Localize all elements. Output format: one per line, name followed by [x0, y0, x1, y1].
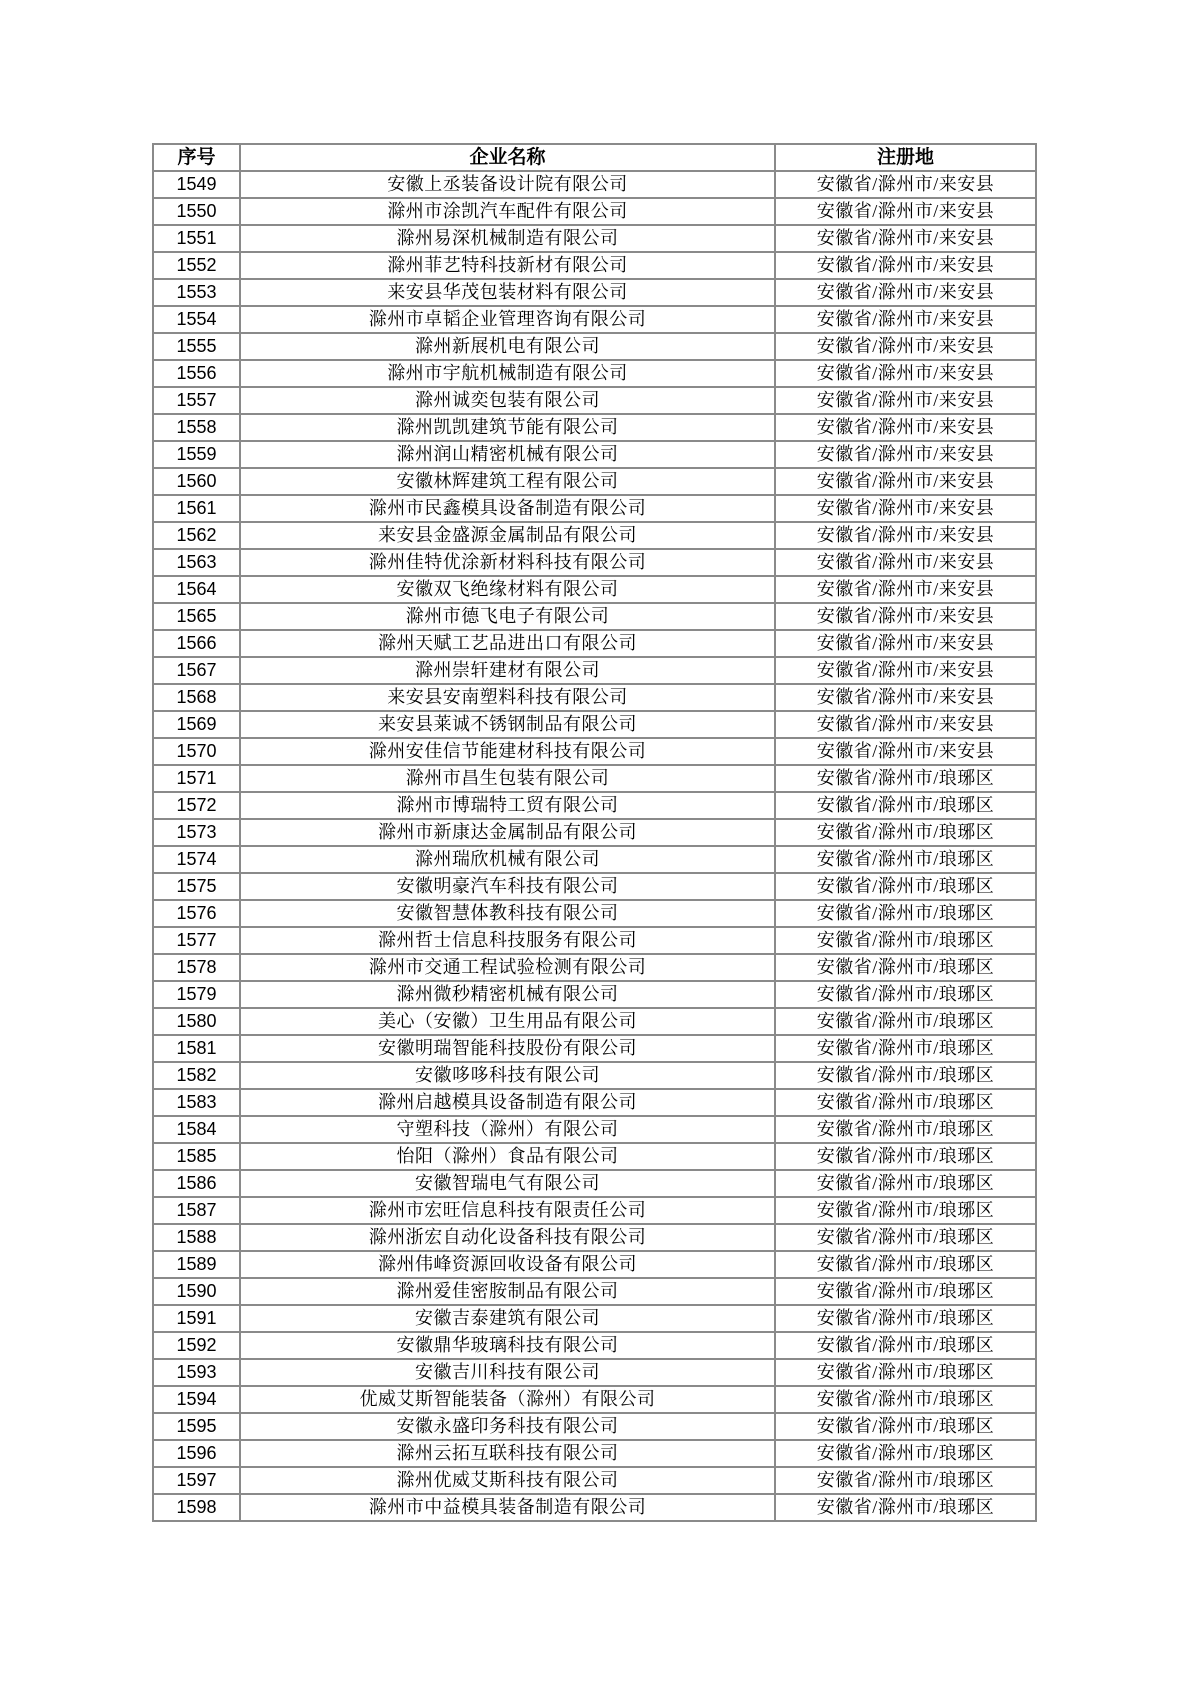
serial-number-cell: 1589: [153, 1251, 240, 1278]
serial-number-cell: 1552: [153, 252, 240, 279]
table-row: [153, 738, 1036, 765]
table-row: [153, 225, 1036, 252]
registered-location-cell: 安徽省/滁州市/来安县: [775, 414, 1036, 441]
serial-number-cell: 1569: [153, 711, 240, 738]
table-row: [153, 846, 1036, 873]
serial-number-cell: 1551: [153, 225, 240, 252]
table-row: [153, 765, 1036, 792]
enterprise-name-cell: 滁州市德飞电子有限公司: [240, 603, 775, 630]
table-row: [153, 1116, 1036, 1143]
table-row: [153, 1062, 1036, 1089]
table-row: [153, 171, 1036, 198]
table-header-row: [153, 144, 1036, 171]
table-row: [153, 468, 1036, 495]
enterprise-name-cell: 滁州新展机电有限公司: [240, 333, 775, 360]
registered-location-cell: 安徽省/滁州市/琅琊区: [775, 792, 1036, 819]
enterprise-name-cell: 安徽智瑞电气有限公司: [240, 1170, 775, 1197]
serial-number-cell: 1554: [153, 306, 240, 333]
enterprise-name-cell: 滁州市博瑞特工贸有限公司: [240, 792, 775, 819]
registered-location-cell: 安徽省/滁州市/琅琊区: [775, 1170, 1036, 1197]
enterprise-name-cell: 滁州凯凯建筑节能有限公司: [240, 414, 775, 441]
table-row: [153, 1413, 1036, 1440]
registered-location-cell: 安徽省/滁州市/琅琊区: [775, 1062, 1036, 1089]
table-row: [153, 279, 1036, 306]
table-row: [153, 495, 1036, 522]
table-row: [153, 1224, 1036, 1251]
enterprise-name-cell: 滁州云拓互联科技有限公司: [240, 1440, 775, 1467]
serial-number-cell: 1555: [153, 333, 240, 360]
registered-location-cell: 安徽省/滁州市/来安县: [775, 279, 1036, 306]
serial-number-cell: 1596: [153, 1440, 240, 1467]
serial-number-cell: 1591: [153, 1305, 240, 1332]
enterprise-name-cell: 滁州市宏旺信息科技有限责任公司: [240, 1197, 775, 1224]
enterprise-name-cell: 滁州市新康达金属制品有限公司: [240, 819, 775, 846]
table-row: [153, 1278, 1036, 1305]
serial-number-cell: 1561: [153, 495, 240, 522]
serial-number-cell: 1581: [153, 1035, 240, 1062]
table-row: [153, 927, 1036, 954]
registered-location-cell: 安徽省/滁州市/琅琊区: [775, 846, 1036, 873]
table-row: [153, 198, 1036, 225]
registered-location-cell: 安徽省/滁州市/来安县: [775, 198, 1036, 225]
registered-location-cell: 安徽省/滁州市/琅琊区: [775, 981, 1036, 1008]
enterprise-name-cell: 来安县金盛源金属制品有限公司: [240, 522, 775, 549]
registered-location-cell: 安徽省/滁州市/琅琊区: [775, 1251, 1036, 1278]
header-registered-location: 注册地: [775, 144, 1036, 171]
serial-number-cell: 1550: [153, 198, 240, 225]
table-row: [153, 1170, 1036, 1197]
serial-number-cell: 1597: [153, 1467, 240, 1494]
enterprise-name-cell: 滁州天赋工艺品进出口有限公司: [240, 630, 775, 657]
table-row: [153, 1089, 1036, 1116]
enterprise-name-cell: 滁州哲士信息科技服务有限公司: [240, 927, 775, 954]
table-row: [153, 1386, 1036, 1413]
registered-location-cell: 安徽省/滁州市/来安县: [775, 522, 1036, 549]
registered-location-cell: 安徽省/滁州市/来安县: [775, 306, 1036, 333]
table-row: [153, 549, 1036, 576]
serial-number-cell: 1567: [153, 657, 240, 684]
serial-number-cell: 1598: [153, 1494, 240, 1521]
table-row: [153, 981, 1036, 1008]
enterprise-name-cell: 滁州易深机械制造有限公司: [240, 225, 775, 252]
serial-number-cell: 1595: [153, 1413, 240, 1440]
registered-location-cell: 安徽省/滁州市/琅琊区: [775, 1116, 1036, 1143]
enterprise-name-cell: 美心（安徽）卫生用品有限公司: [240, 1008, 775, 1035]
table-row: [153, 1467, 1036, 1494]
enterprise-name-cell: 滁州崇轩建材有限公司: [240, 657, 775, 684]
registered-location-cell: 安徽省/滁州市/来安县: [775, 576, 1036, 603]
table-row: [153, 1035, 1036, 1062]
registered-location-cell: 安徽省/滁州市/琅琊区: [775, 1467, 1036, 1494]
table-row: [153, 819, 1036, 846]
table-row: [153, 711, 1036, 738]
enterprise-name-cell: 滁州瑞欣机械有限公司: [240, 846, 775, 873]
registered-location-cell: 安徽省/滁州市/琅琊区: [775, 1359, 1036, 1386]
serial-number-cell: 1568: [153, 684, 240, 711]
serial-number-cell: 1560: [153, 468, 240, 495]
enterprise-name-cell: 滁州启越模具设备制造有限公司: [240, 1089, 775, 1116]
registered-location-cell: 安徽省/滁州市/来安县: [775, 468, 1036, 495]
registered-location-cell: 安徽省/滁州市/来安县: [775, 495, 1036, 522]
header-enterprise-name: 企业名称: [240, 144, 775, 171]
enterprise-name-cell: 滁州市涂凯汽车配件有限公司: [240, 198, 775, 225]
serial-number-cell: 1588: [153, 1224, 240, 1251]
table-row: [153, 657, 1036, 684]
enterprise-name-cell: 滁州市交通工程试验检测有限公司: [240, 954, 775, 981]
registered-location-cell: 安徽省/滁州市/来安县: [775, 657, 1036, 684]
enterprise-name-cell: 滁州市宇航机械制造有限公司: [240, 360, 775, 387]
table-row: [153, 1305, 1036, 1332]
serial-number-cell: 1564: [153, 576, 240, 603]
enterprise-name-cell: 滁州市昌生包装有限公司: [240, 765, 775, 792]
registered-location-cell: 安徽省/滁州市/来安县: [775, 225, 1036, 252]
enterprise-name-cell: 安徽吉川科技有限公司: [240, 1359, 775, 1386]
enterprise-name-cell: 安徽林辉建筑工程有限公司: [240, 468, 775, 495]
serial-number-cell: 1573: [153, 819, 240, 846]
serial-number-cell: 1556: [153, 360, 240, 387]
enterprise-name-cell: 安徽哆哆科技有限公司: [240, 1062, 775, 1089]
serial-number-cell: 1565: [153, 603, 240, 630]
serial-number-cell: 1582: [153, 1062, 240, 1089]
table-row: [153, 603, 1036, 630]
serial-number-cell: 1576: [153, 900, 240, 927]
registered-location-cell: 安徽省/滁州市/琅琊区: [775, 1008, 1036, 1035]
registered-location-cell: 安徽省/滁州市/琅琊区: [775, 819, 1036, 846]
enterprise-name-cell: 安徽智慧体教科技有限公司: [240, 900, 775, 927]
registered-location-cell: 安徽省/滁州市/琅琊区: [775, 1197, 1036, 1224]
registered-location-cell: 安徽省/滁州市/琅琊区: [775, 1089, 1036, 1116]
serial-number-cell: 1594: [153, 1386, 240, 1413]
header-serial-number: 序号: [153, 144, 240, 171]
enterprise-name-cell: 来安县华茂包装材料有限公司: [240, 279, 775, 306]
serial-number-cell: 1574: [153, 846, 240, 873]
table-row: [153, 387, 1036, 414]
registered-location-cell: 安徽省/滁州市/琅琊区: [775, 1143, 1036, 1170]
table-row: [153, 522, 1036, 549]
registered-location-cell: 安徽省/滁州市/琅琊区: [775, 765, 1036, 792]
table-row: [153, 1494, 1036, 1521]
table-row: [153, 954, 1036, 981]
table-row: [153, 360, 1036, 387]
registered-location-cell: 安徽省/滁州市/琅琊区: [775, 1494, 1036, 1521]
serial-number-cell: 1583: [153, 1089, 240, 1116]
enterprise-name-cell: 滁州安佳信节能建材科技有限公司: [240, 738, 775, 765]
enterprise-name-cell: 滁州菲艺特科技新材有限公司: [240, 252, 775, 279]
serial-number-cell: 1580: [153, 1008, 240, 1035]
enterprise-name-cell: 安徽鼎华玻璃科技有限公司: [240, 1332, 775, 1359]
serial-number-cell: 1557: [153, 387, 240, 414]
serial-number-cell: 1562: [153, 522, 240, 549]
table-row: [153, 900, 1036, 927]
enterprise-name-cell: 滁州浙宏自动化设备科技有限公司: [240, 1224, 775, 1251]
registered-location-cell: 安徽省/滁州市/琅琊区: [775, 1413, 1036, 1440]
enterprise-name-cell: 安徽明瑞智能科技股份有限公司: [240, 1035, 775, 1062]
serial-number-cell: 1566: [153, 630, 240, 657]
table-row: [153, 252, 1036, 279]
registered-location-cell: 安徽省/滁州市/来安县: [775, 738, 1036, 765]
registered-location-cell: 安徽省/滁州市/琅琊区: [775, 1278, 1036, 1305]
enterprise-name-cell: 滁州市民鑫模具设备制造有限公司: [240, 495, 775, 522]
enterprise-name-cell: 滁州微秒精密机械有限公司: [240, 981, 775, 1008]
enterprise-name-cell: 来安县安南塑料科技有限公司: [240, 684, 775, 711]
table-row: [153, 333, 1036, 360]
serial-number-cell: 1578: [153, 954, 240, 981]
registered-location-cell: 安徽省/滁州市/琅琊区: [775, 1386, 1036, 1413]
table-row: [153, 873, 1036, 900]
enterprise-name-cell: 滁州爱佳密胺制品有限公司: [240, 1278, 775, 1305]
registered-location-cell: 安徽省/滁州市/来安县: [775, 684, 1036, 711]
serial-number-cell: 1593: [153, 1359, 240, 1386]
enterprise-name-cell: 滁州市中益模具装备制造有限公司: [240, 1494, 775, 1521]
serial-number-cell: 1572: [153, 792, 240, 819]
registered-location-cell: 安徽省/滁州市/琅琊区: [775, 927, 1036, 954]
enterprise-name-cell: 滁州伟峰资源回收设备有限公司: [240, 1251, 775, 1278]
table-row: [153, 576, 1036, 603]
registered-location-cell: 安徽省/滁州市/来安县: [775, 252, 1036, 279]
table-row: [153, 1143, 1036, 1170]
registered-location-cell: 安徽省/滁州市/琅琊区: [775, 873, 1036, 900]
enterprise-name-cell: 滁州市卓韬企业管理咨询有限公司: [240, 306, 775, 333]
registered-location-cell: 安徽省/滁州市/来安县: [775, 171, 1036, 198]
enterprise-name-cell: 安徽吉泰建筑有限公司: [240, 1305, 775, 1332]
serial-number-cell: 1549: [153, 171, 240, 198]
registered-location-cell: 安徽省/滁州市/琅琊区: [775, 954, 1036, 981]
registered-location-cell: 安徽省/滁州市/琅琊区: [775, 900, 1036, 927]
enterprise-name-cell: 滁州润山精密机械有限公司: [240, 441, 775, 468]
registered-location-cell: 安徽省/滁州市/来安县: [775, 549, 1036, 576]
table-row: [153, 792, 1036, 819]
serial-number-cell: 1585: [153, 1143, 240, 1170]
table-body: [153, 171, 1036, 1521]
enterprise-name-cell: 来安县莱诚不锈钢制品有限公司: [240, 711, 775, 738]
serial-number-cell: 1592: [153, 1332, 240, 1359]
enterprise-name-cell: 优威艾斯智能装备（滁州）有限公司: [240, 1386, 775, 1413]
enterprise-name-cell: 安徽双飞绝缘材料有限公司: [240, 576, 775, 603]
table-row: [153, 1008, 1036, 1035]
table-row: [153, 630, 1036, 657]
table-row: [153, 441, 1036, 468]
table-row: [153, 414, 1036, 441]
registered-location-cell: 安徽省/滁州市/琅琊区: [775, 1035, 1036, 1062]
registered-location-cell: 安徽省/滁州市/来安县: [775, 333, 1036, 360]
registered-location-cell: 安徽省/滁州市/琅琊区: [775, 1224, 1036, 1251]
registered-location-cell: 安徽省/滁州市/来安县: [775, 603, 1036, 630]
serial-number-cell: 1577: [153, 927, 240, 954]
table-row: [153, 684, 1036, 711]
enterprise-name-cell: 怡阳（滁州）食品有限公司: [240, 1143, 775, 1170]
serial-number-cell: 1586: [153, 1170, 240, 1197]
enterprise-table: [152, 143, 1037, 1522]
registered-location-cell: 安徽省/滁州市/来安县: [775, 387, 1036, 414]
serial-number-cell: 1584: [153, 1116, 240, 1143]
serial-number-cell: 1558: [153, 414, 240, 441]
registered-location-cell: 安徽省/滁州市/来安县: [775, 630, 1036, 657]
registered-location-cell: 安徽省/滁州市/来安县: [775, 441, 1036, 468]
table-row: [153, 1359, 1036, 1386]
enterprise-name-cell: 安徽永盛印务科技有限公司: [240, 1413, 775, 1440]
enterprise-name-cell: 守塑科技（滁州）有限公司: [240, 1116, 775, 1143]
table-row: [153, 306, 1036, 333]
serial-number-cell: 1579: [153, 981, 240, 1008]
serial-number-cell: 1587: [153, 1197, 240, 1224]
table-row: [153, 1332, 1036, 1359]
registered-location-cell: 安徽省/滁州市/琅琊区: [775, 1440, 1036, 1467]
table-row: [153, 1197, 1036, 1224]
serial-number-cell: 1575: [153, 873, 240, 900]
table-row: [153, 1440, 1036, 1467]
serial-number-cell: 1563: [153, 549, 240, 576]
registered-location-cell: 安徽省/滁州市/来安县: [775, 711, 1036, 738]
serial-number-cell: 1570: [153, 738, 240, 765]
enterprise-name-cell: 滁州诚奕包装有限公司: [240, 387, 775, 414]
registered-location-cell: 安徽省/滁州市/来安县: [775, 360, 1036, 387]
enterprise-name-cell: 滁州佳特优涂新材料科技有限公司: [240, 549, 775, 576]
serial-number-cell: 1590: [153, 1278, 240, 1305]
registered-location-cell: 安徽省/滁州市/琅琊区: [775, 1305, 1036, 1332]
enterprise-name-cell: 滁州优威艾斯科技有限公司: [240, 1467, 775, 1494]
enterprise-name-cell: 安徽上丞装备设计院有限公司: [240, 171, 775, 198]
serial-number-cell: 1571: [153, 765, 240, 792]
registered-location-cell: 安徽省/滁州市/琅琊区: [775, 1332, 1036, 1359]
table-row: [153, 1251, 1036, 1278]
enterprise-name-cell: 安徽明豪汽车科技有限公司: [240, 873, 775, 900]
serial-number-cell: 1553: [153, 279, 240, 306]
serial-number-cell: 1559: [153, 441, 240, 468]
